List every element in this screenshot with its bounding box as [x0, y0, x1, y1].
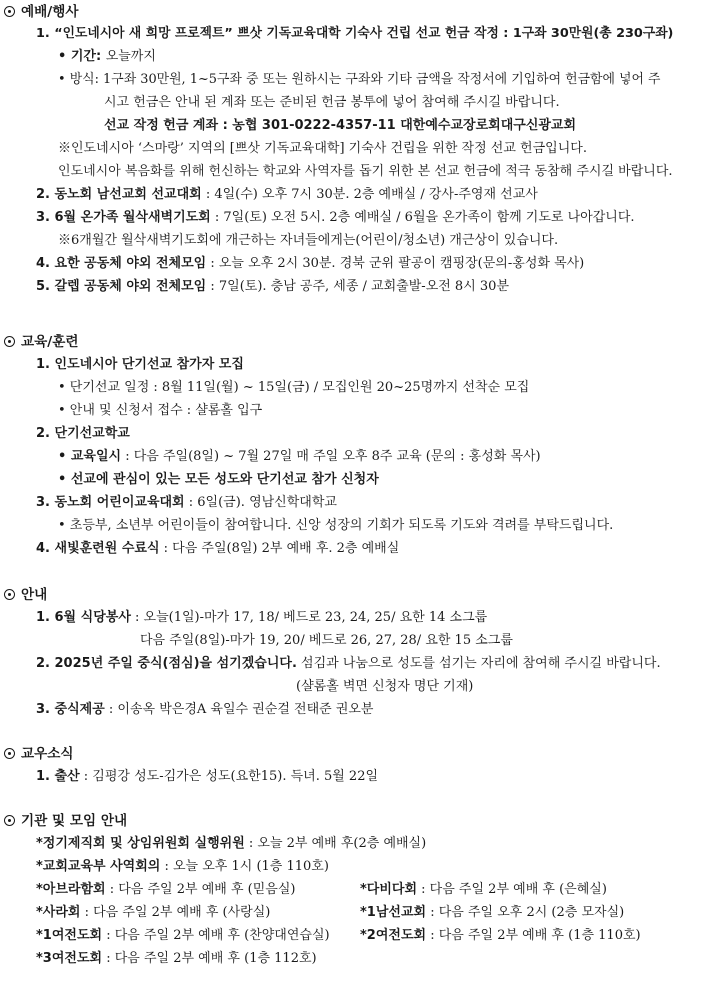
bullet-circle-icon [4, 748, 15, 759]
education-item-4: 4. 새빛훈련원 수료식 : 다음 주일(8일) 2부 예배 후. 2층 예배실 [36, 541, 400, 556]
bullet-circle-icon [4, 6, 15, 17]
education-item-1-application: • 안내 및 신청서 접수 : 샬롬홀 입구 [58, 403, 263, 418]
worship-item-1-note: ※인도네시아 ‘스마랑’ 지역의 [쁘삿 기독교육대학] 기숙사 건립을 위한 작정 선교 헌금입니다. [58, 141, 587, 156]
section-heading-meetings: 기관 및 모임 안내 [4, 812, 127, 830]
meeting-item: *아브라함회 : 다음 주일 2부 예배 후 (믿음실) [36, 882, 296, 897]
worship-item-1-note-cont: 인도네시아 복음화를 위해 헌신하는 학교와 사역자를 돕기 위한 본 선교 헌금에 적극 동참해 주시길 바랍니다. [58, 164, 673, 179]
worship-item-1-account: 선교 작정 헌금 계좌 : 농협 301-0222-4357-11 대한예수교장로회대구신광교회 [104, 118, 577, 133]
education-item-1-heading: 1. 인도네시아 단기선교 참가자 모집 [36, 357, 244, 372]
bullet-circle-icon [4, 336, 15, 347]
bullet-circle-icon [4, 815, 15, 826]
meeting-item: *다비다회 : 다음 주일 2부 예배 후 (은혜실) [360, 882, 607, 897]
meeting-item: *1여전도회 : 다음 주일 2부 예배 후 (찬양대연습실) [36, 928, 330, 943]
notice-item-3: 3. 중식제공 : 이송옥 박은경A 육일수 권순걸 전태준 권오분 [36, 702, 374, 717]
notice-item-2-note: (샬롬홀 벽면 신청자 명단 기재) [296, 679, 474, 694]
member-news-item-1: 1. 출산 : 김평강 성도-김가은 성도(요한15). 득녀. 5월 22일 [36, 769, 379, 784]
notice-item-2: 2. 2025년 주일 중식(점심)을 섬기겠습니다. 섬김과 나눔으로 성도를 섬기는 자리에 참여해 주시길 바랍니다. [36, 656, 661, 671]
meeting-item: *2여전도회 : 다음 주일 2부 예배 후 (1층 110호) [360, 928, 641, 943]
meeting-item: *3여전도회 : 다음 주일 2부 예배 후 (1층 112호) [36, 951, 317, 966]
meeting-item: *사라회 : 다음 주일 2부 예배 후 (사랑실) [36, 905, 271, 920]
section-heading-education: 교육/훈련 [4, 333, 79, 351]
meeting-item: *교회교육부 사역회의 : 오늘 오후 1시 (1층 110호) [36, 859, 329, 874]
worship-item-4: 4. 요한 공동체 야외 전체모임 : 오늘 오후 2시 30분. 경북 군위 팔공이 캠핑장(문의-홍성화 목사) [36, 256, 585, 271]
worship-item-1-heading: 1. “인도네시아 새 희망 프로젝트” 쁘삿 기독교육대학 기숙사 건립 선교 헌금 작정 : 1구좌 30만원(총 230구좌) [36, 26, 674, 41]
meeting-item: *1남선교회 : 다음 주일 오후 2시 (2층 모자실) [360, 905, 625, 920]
meeting-item: *정기제직회 및 상임위원회 실행위원 : 오늘 2부 예배 후(2층 예배실) [36, 836, 427, 851]
education-item-1-schedule: • 단기선교 일정 : 8월 11일(월) ~ 15일(금) / 모집인원 20~25명까지 선착순 모집 [58, 380, 530, 395]
education-item-3-note: • 초등부, 소년부 어린이들이 참여합니다. 신앙 성장의 기회가 되도록 기도와 격려를 부탁드립니다. [58, 518, 614, 533]
section-heading-worship: 예배/행사 [4, 3, 79, 21]
education-item-2-dates: • 교육일시 : 다음 주일(8일) ~ 7월 27일 매 주일 오후 8주 교육 (문의 : 홍성화 목사) [58, 449, 541, 464]
worship-item-1-method-cont: 시고 헌금은 안내 된 계좌 또는 준비된 헌금 봉투에 넣어 참여해 주시길 바랍니다. [104, 95, 560, 110]
worship-item-5: 5. 갈렙 공동체 야외 전체모임 : 7일(토). 충남 공주, 세종 / 교회출발-오전 8시 30분 [36, 279, 509, 294]
notice-item-1: 1. 6월 식당봉사 : 오늘(1일)-마가 17, 18/ 베드로 23, 24, 25/ 요한 14 소그룹 [36, 610, 488, 625]
worship-item-1-method: • 방식: 1구좌 30만원, 1~5구좌 중 또는 원하시는 구좌와 기타 금액을 작정서에 기입하여 헌금함에 넣어 주 [58, 72, 661, 87]
worship-item-1-period: • 기간: 오늘까지 [58, 49, 156, 64]
education-item-2-heading: 2. 단기선교학교 [36, 426, 130, 441]
education-item-3: 3. 동노회 어린이교육대회 : 6일(금). 영남신학대학교 [36, 495, 337, 510]
notice-item-1-cont: 다음 주일(8일)-마가 19, 20/ 베드로 26, 27, 28/ 요한 15 소그룹 [140, 633, 513, 648]
bullet-circle-icon [4, 589, 15, 600]
section-heading-notice: 안내 [4, 586, 47, 604]
worship-item-3-note: ※6개월간 월삭새벽기도회에 개근하는 자녀들에게는(어린이/청소년) 개근상이 있습니다. [58, 233, 559, 248]
education-item-2-target: • 선교에 관심이 있는 모든 성도와 단기선교 참가 신청자 [58, 472, 379, 487]
worship-item-2: 2. 동노회 남선교회 선교대회 : 4일(수) 오후 7시 30분. 2층 예배실 / 강사-주영재 선교사 [36, 187, 538, 202]
worship-item-3: 3. 6월 온가족 월삭새벽기도회 : 7일(토) 오전 5시. 2층 예배실 / 6월을 온가족이 함께 기도로 나아갑니다. [36, 210, 635, 225]
section-heading-member-news: 교우소식 [4, 745, 74, 763]
